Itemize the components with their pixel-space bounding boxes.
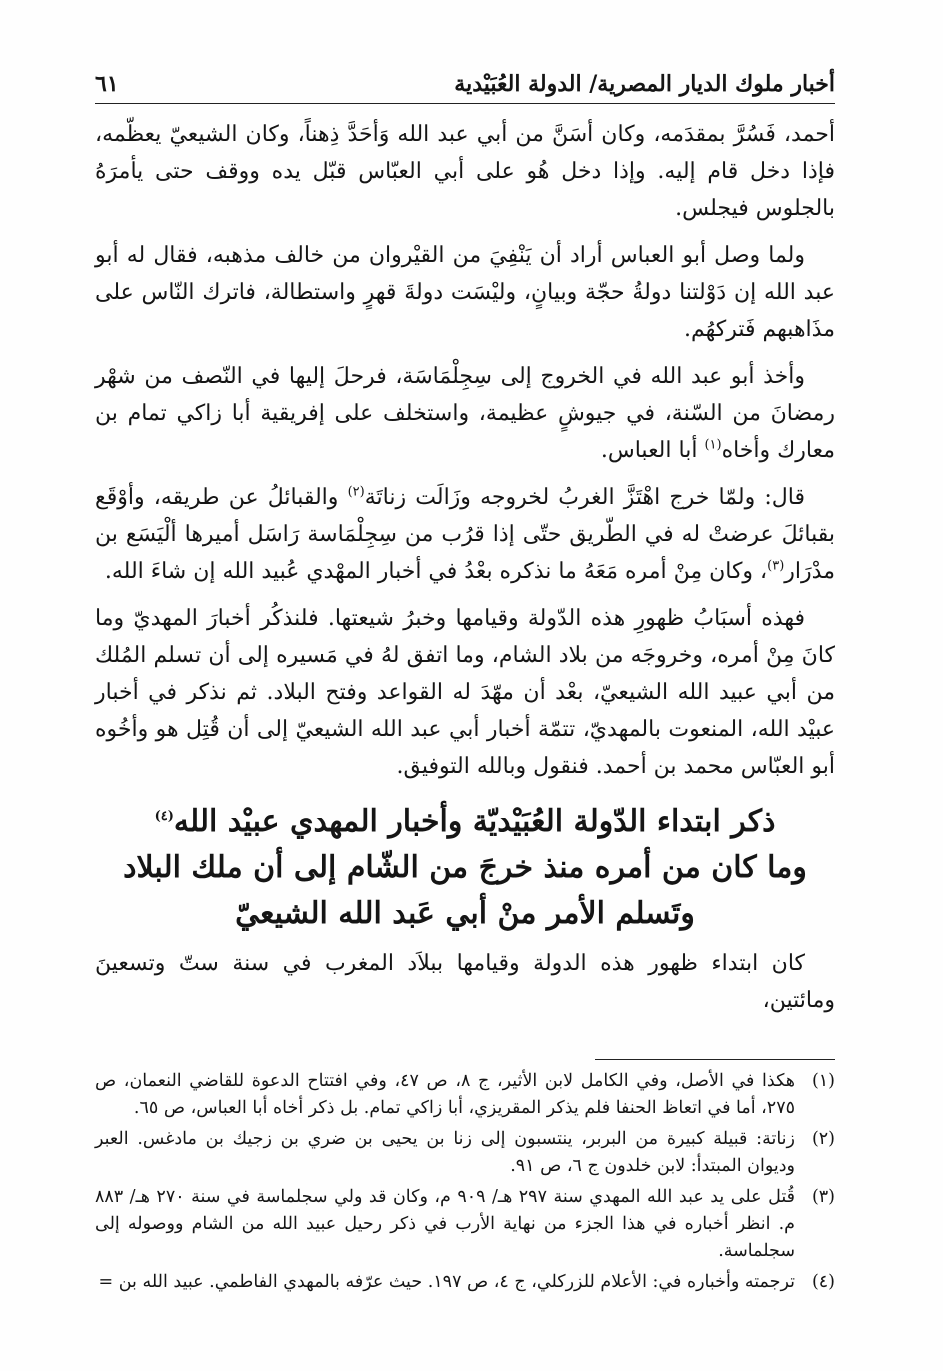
running-title: أخبار ملوك الديار المصرية/ الدولة العُبَيْدية xyxy=(454,71,835,97)
footnote-number: (٤) xyxy=(811,1271,835,1292)
paragraph-4 xyxy=(95,479,835,590)
paragraph-4-mid: والقبائلُ عن طريقه، وأوْقَع بقبائلَ عرضتْ له في الطّريق حتّى إذا قرُب من سِجِلْمَاسة رَاسَل أميرها ألْيَسَع بن مدْرَار xyxy=(95,484,835,584)
page-number: ٦١ xyxy=(95,71,119,97)
running-header xyxy=(95,70,835,104)
footnote-marker-3[interactable]: (٣) xyxy=(767,558,785,574)
heading-line-1: ذكر ابتداء الدّولة العُبَيْديّة وأخبار المهدي عبيْد الله xyxy=(173,803,776,839)
heading-line-2: وما كان من أمره منذ خرجَ من الشّام إلى أن ملك البلاد xyxy=(123,849,807,885)
paragraph-3 xyxy=(95,358,835,469)
body-text xyxy=(95,116,835,1019)
footnote-number: (٢) xyxy=(811,1128,835,1149)
footnote-number: (٣) xyxy=(811,1186,835,1207)
footnote-4 xyxy=(95,1269,835,1296)
closing-paragraph: كان ابتداء ظهور هذه الدولة وقيامها ببلاَد المغرب في سنة ستّ وتسعينَ ومائتين، xyxy=(95,950,835,1013)
footnote-divider xyxy=(595,1059,835,1060)
footnotes xyxy=(95,1068,835,1296)
footnote-text: ترجمته وأخباره في: الأعلام للزركلي، ج ٤، ص ١٩٧. حيث عرّفه بالمهدي الفاطمي. عبيد الله بن = xyxy=(98,1271,795,1292)
paragraph-3-tail: أبا العباس. xyxy=(600,437,698,463)
paragraph-4-text: قال: ولمّا خرج اهْتَزَّ الغربُ لخروجه وزَالَت زناتَة xyxy=(364,484,805,510)
footnote-2 xyxy=(95,1126,835,1180)
footnote-3 xyxy=(95,1184,835,1265)
paragraph-2: ولما وصل أبو العباس أراد أن يَنْفِيَ من القيْروان من خالف مذهبه، فقال له أبو عبد الله إن دَوْلتنا دولةُ حجّة وبيانٍ، وليْسَت دولةَ قهرٍ واستطالة، فاترك النّاس على مذَاهبهم فَتركهُم. xyxy=(95,242,835,342)
paragraph-5: فهذه أسبَابُ ظهورِ هذه الدّولة وقيامها وخبرُ شيعتها. فلنذكُر أخبارَ المهديّ وما كانَ مِنْ أمره، وخروجَه من بلاد الشام، وما اتفق لهُ في مَسيره إلى أن تسلم المُلك من أبي عبيد الله الشيعيّ، بعْد أن مهّدَ له القواعد وفتح البلاد. ثم نذكر في أخبار عبيْد الله، المنعوت بالمهديّ، تتمّة أخبار أبي عبد الله الشيعيّ إلى أن قُتِل هو وأخُوه أبو العبّاس محمد بن أحمد. فنقول وبالله التوفيق. xyxy=(95,605,835,779)
footnote-marker-1[interactable]: (١) xyxy=(704,437,722,453)
paragraph-3-text: وأخذ أبو عبد الله في الخروج إلى سِجِلْمَاسَة، فرحلَ إليها في النّصف من شهْر رمضانَ من السّنة، في جيوشٍ عظيمة، واستخلف على إفريقية أبا زاكي تمام بن معارك وأخاه xyxy=(95,363,835,463)
book-page xyxy=(95,70,835,1300)
footnote-marker-2[interactable]: (٢) xyxy=(347,484,365,500)
footnote-1 xyxy=(95,1068,835,1122)
paragraph-4-tail: ، وكان مِنْ أمره مَعَهُ ما نذكره بعْدُ في أخبار المهْدي عُبيد الله إن شاءَ الله. xyxy=(104,558,768,584)
paragraph-1: أحمد، فَسُرَّ بمقدَمه، وكان أسَنَّ من أبي عبد الله وَأحَدَّ ذِهناً، وكان الشيعيّ يعظّمه، فإذا دخل قام إليه. وإذا دخل هُو على أبي العبّاس قبّل يده ووقف حتى يأمرَهُ بالجلوس فيجلس. xyxy=(95,121,835,221)
footnote-text: قُتل على يد عبد الله المهدي سنة ٢٩٧ هـ/ ٩٠٩ م، وكان قد ولي سجلماسة في سنة ٢٧٠ هـ/ ٨٨٣ م. انظر أخباره في هذا الجزء من نهاية الأرب في ذكر رحيل عبيد الله من الشام ووصوله إلى سجلماسة. xyxy=(95,1186,795,1261)
footnote-number: (١) xyxy=(811,1070,835,1091)
footnote-text: هكذا في الأصل، وفي الكامل لابن الأثير، ج ٨، ص ٤٧، وفي افتتاح الدعوة للقاضي النعمان، ص ٢٧٥، أما في اتعاظ الحنفا فلم يذكر المقريزي، أبا زاكي تمام. بل ذكر أخاه أبا العباس، ص ٦٥. xyxy=(95,1070,796,1118)
footnote-text: زناتة: قبيلة كبيرة من البربر، ينتسبون إلى زنا بن يحيى بن ضري بن زجيك بن مادغس. العبر وديوان المبتدأ: لابن خلدون ج ٦، ص ٩١. xyxy=(95,1128,795,1176)
section-heading xyxy=(95,799,835,937)
heading-line-3: وتَسلم الأمر منْ أبي عَبد الله الشيعيّ xyxy=(235,895,695,931)
footnote-marker-4[interactable]: (٤) xyxy=(154,808,174,824)
